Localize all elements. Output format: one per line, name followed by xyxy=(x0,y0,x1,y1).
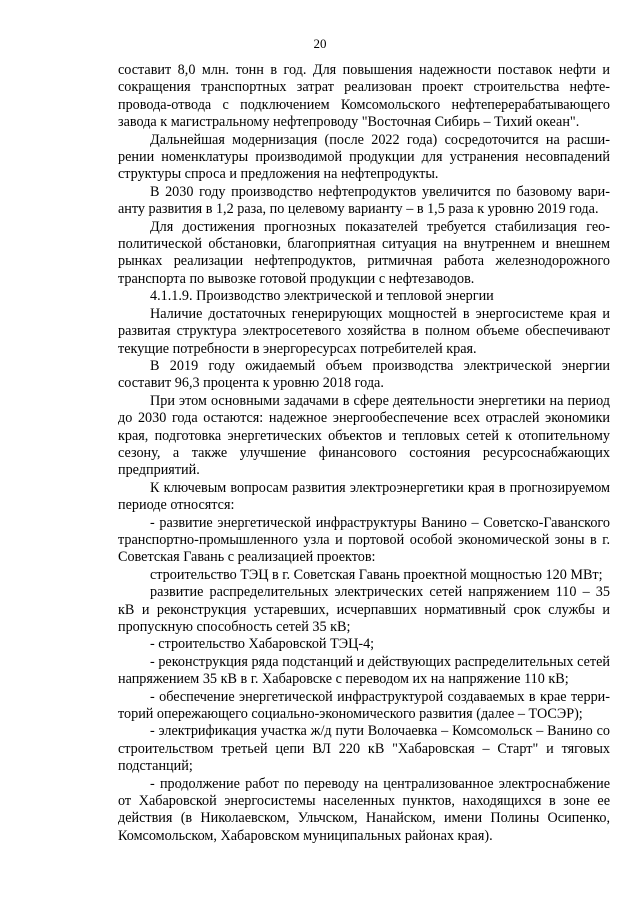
list-item: - реконструкция ряда подстанций и действующих распределительных сетей напряжением 35 кВ в г. Хабаровске с переводом их на напряжение 110 кВ; xyxy=(118,653,610,688)
section-heading: 4.1.1.9. Производство электрической и тепловой энергии xyxy=(150,288,494,305)
list-item: - продолжение работ по переводу на централизованное электроснабжение от Хабаровской энергосистемы населенных пунктов, находящихся в зоне ее действия (в Николаевском, Ульчском, Нанайском, имени Полины Осипенко, Комсомольском, Хабаровском муниципальных районах края). xyxy=(118,775,610,844)
list-item: развитие распределительных электрических сетей напряжением 110 – 35 кВ и реконструкция устаревших, исчерпавших нормативный срок службы и пропускную способность сетей 35 кВ; xyxy=(118,584,610,635)
paragraph: Для достижения прогнозных показателей требуется стабилизация геополитической обстановки, благоприятная ситуация на внутреннем и внешнем рынках реализации нефтепродуктов, ритмичная работа железнодорожного транспорта по вывозке готовой продукции с нефтезаводов. xyxy=(118,218,610,287)
paragraph: В 2019 году ожидаемый объем производства электрической энергии составит 96,3 процента к уровню 2018 года. xyxy=(118,357,610,392)
list-item: - обеспечение энергетической инфраструктурой создаваемых в крае территорий опережающего социально-экономического развития (далее – ТОСЭР); xyxy=(118,688,610,723)
document-body xyxy=(118,62,610,845)
list-item: - строительство Хабаровской ТЭЦ-4; xyxy=(150,636,375,653)
list-item: строительство ТЭЦ в г. Советская Гавань проектной мощностью 120 МВт; xyxy=(150,566,603,583)
paragraph: Наличие достаточных генерирующих мощностей в энергосистеме края и развитая структура электросетевого хозяйства в полном объеме обеспечивают текущие потребности в энергоресурсах потребителей края. xyxy=(118,305,610,357)
paragraph: При этом основными задачами в сфере деятельности энергетики на период до 2030 года остаются: надежное энергообеспечение всех отраслей экономики края, подготовка энергетических объектов и тепловых сетей к отопительному сезону, а также улучшение финансового состояния ресурсоснабжающих предприятий. xyxy=(118,392,610,479)
paragraph: В 2030 году производство нефтепродуктов увеличится по базовому варианту развития в 1,2 раза, по целевому варианту – в 1,5 раза к уровню 2019 года. xyxy=(118,183,610,218)
page-number: 20 xyxy=(313,36,327,51)
list-item: - развитие энергетической инфраструктуры Ванино – Советско-Гаванского транспортно-промышленного узла и портовой особой экономической зоны в г. Советская Гавань с реализацией проектов: xyxy=(118,514,610,566)
paragraph: составит 8,0 млн. тонн в год. Для повышения надежности поставок нефти и сокращения транспортных затрат реализован проект строительства нефтепровода-отвода с подключением Комсомольского нефтеперерабатывающего завода к магистральному нефтепроводу "Восточная Сибирь – Тихий океан". xyxy=(118,62,610,131)
list-item: - электрификация участка ж/д пути Волочаевка – Комсомольск – Ванино со строительством третьей цепи ВЛ 220 кВ "Хабаровская – Старт" и тяговых подстанций; xyxy=(118,723,610,775)
paragraph: Дальнейшая модернизация (после 2022 года) сосредоточится на расширении номенклатуры производимой продукции для устранения несовпадений структуры спроса и предложения на нефтепродукты. xyxy=(118,131,610,183)
paragraph: К ключевым вопросам развития электроэнергетики края в прогнозируемом периоде относятся: xyxy=(118,479,610,514)
